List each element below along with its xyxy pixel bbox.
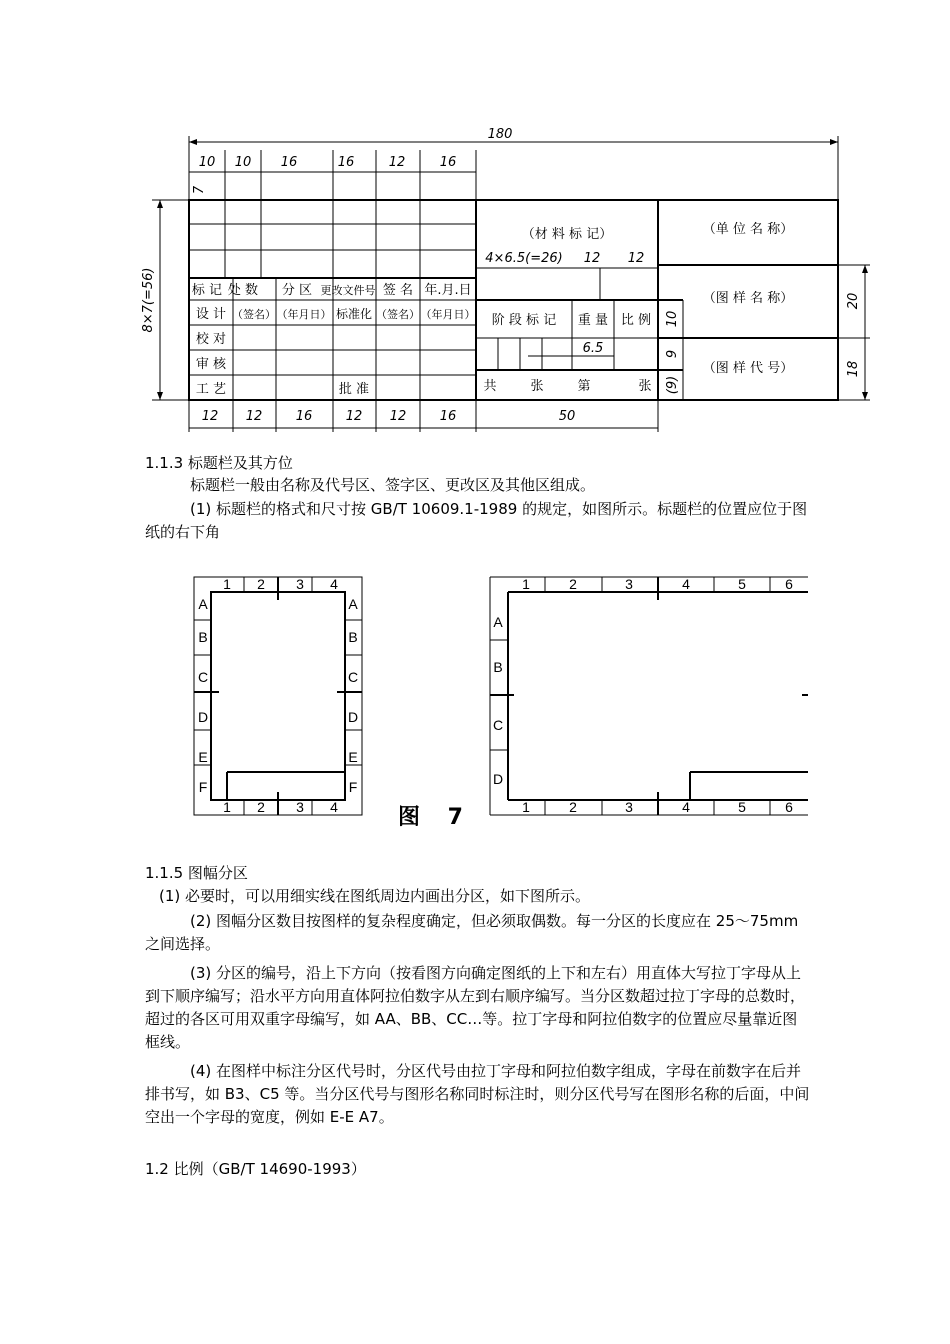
hdr-sign: 签 名	[382, 283, 414, 298]
dim-top-4: 16	[337, 155, 355, 170]
fig7-right-col-4-bottom: 4	[682, 799, 690, 815]
dim-bottom-4: 12	[345, 409, 363, 424]
standardize-label: 标准化	[335, 307, 373, 321]
scale-label: 比 例	[620, 313, 652, 328]
section-115-heading: 1.1.5 图幅分区	[145, 864, 248, 882]
fig7-right-col-3-bottom: 3	[625, 799, 633, 815]
fig7-right-col-5-bottom: 5	[738, 799, 746, 815]
section-115-p2: (2) 图幅分区数目按图样的复杂程度确定，但必须取偶数。每一分区的长度应在 25～75mm 之间选择。	[145, 912, 799, 953]
drawing-code: （图 样 代 号）	[702, 361, 794, 376]
dim-sub: 6.5	[582, 341, 604, 356]
fig7-left-row-c-r: C	[347, 669, 359, 685]
design-date: （年月日）	[276, 308, 332, 321]
sheet-no: 第	[577, 379, 591, 394]
section-113-heading: 1.1.3 标题栏及其方位	[145, 454, 293, 472]
fig7-right-col-6-top: 6	[785, 576, 793, 592]
fig7-left-col-1-top: 1	[223, 576, 231, 592]
material-dim-1: 4×6.5(=26)	[485, 251, 563, 266]
dim-right-2: 18	[846, 360, 861, 378]
sheet-total: 共	[483, 379, 497, 394]
section-115-p4: (4) 在图样中标注分区代号时，分区代号由拉丁字母和阿拉伯数字组成，字母在前数字在后并排书写，如 B3、C5 等。当分区代号与图形名称同时标注时，则分区代号写在图形名称的后面，中间空出一个字母的宽度，例如 E-E A7。	[145, 1062, 810, 1126]
section-115-p3: (3) 分区的编号，沿上下方向（按看图方向确定图纸的上下和左右）用直体大写拉丁字母从上到下顺序编写；沿水平方向用直体阿拉伯数字从左到右顺序编写。当分区数超过拉丁字母的总数时，超过的各区可用双重字母编写，如 AA、BB、CC…等。拉丁字母和阿拉伯数字的位置应尽量靠近图框线。	[145, 964, 806, 1051]
fig7-right-row-b: B	[493, 659, 503, 675]
title-block-drawing	[0, 0, 950, 440]
fig7-left-col-3-bottom: 3	[296, 799, 304, 815]
sheet-unit-2: 张	[638, 379, 652, 394]
standardize-sign: （签名）	[376, 308, 420, 321]
fig7-left-row-a-r: A	[348, 596, 358, 612]
design-sign: （签名）	[232, 308, 276, 321]
dim-mid-2: 9	[665, 349, 680, 359]
hdr-date: 年.月.日	[424, 283, 472, 298]
fig7-right-row-a: A	[493, 614, 503, 630]
fig7-left-col-1-bottom: 1	[223, 799, 231, 815]
dim-bottom-3: 16	[295, 409, 313, 424]
hdr-mark: 标 记	[191, 283, 223, 298]
fig7-right-col-5-top: 5	[738, 576, 746, 592]
fig7-left-row-a-l: A	[198, 596, 208, 612]
fig7-right-col-2-top: 2	[569, 576, 577, 592]
sheet-unit-1: 张	[530, 379, 544, 394]
section-115-p1: (1) 必要时，可以用细实线在图纸周边内画出分区，如下图所示。	[159, 887, 591, 905]
material-mark: （材 料 标 记）	[521, 227, 613, 242]
figure7-zones	[0, 570, 950, 830]
fig7-left-row-e-r: E	[348, 749, 358, 765]
fig7-right-col-4-top: 4	[682, 576, 690, 592]
figure7-label: 图 7	[398, 805, 473, 830]
fig7-left-col-4-top: 4	[330, 576, 338, 592]
dim-bottom-5: 12	[389, 409, 407, 424]
dim-row-height: 7	[192, 185, 207, 195]
section-113-p1: 标题栏一般由名称及代号区、签字区、更改区及其他区组成。	[190, 476, 596, 494]
fig7-right-row-d: D	[492, 771, 504, 787]
fig7-left-row-f-r: F	[348, 779, 358, 795]
fig7-right-col-1-top: 1	[522, 576, 530, 592]
fig7-left-row-b-l: B	[198, 629, 208, 645]
dim-top-3: 16	[280, 155, 298, 170]
dim-right-1: 20	[846, 292, 861, 310]
fig7-left-col-3-top: 3	[296, 576, 304, 592]
fig7-left-col-2-top: 2	[257, 576, 265, 592]
fig7-left-row-d-r: D	[347, 709, 359, 725]
fig7-left-row-e-l: E	[198, 749, 208, 765]
standardize-date: （年月日）	[420, 308, 476, 321]
dim-mid-1: 10	[665, 310, 680, 328]
unit-name: （单 位 名 称）	[702, 222, 794, 237]
dim-left-total: 8×7(=56)	[141, 267, 156, 333]
dim-bottom-6: 16	[439, 409, 457, 424]
dim-top-6: 16	[439, 155, 457, 170]
process-label: 工 艺	[195, 382, 227, 397]
fig7-right-row-c: C	[492, 717, 504, 733]
fig7-left-row-c-l: C	[197, 669, 209, 685]
hdr-zone: 分 区	[281, 283, 313, 298]
weight-label: 重 量	[577, 313, 609, 328]
section-113-p2: (1) 标题栏的格式和尺寸按 GB/T 10609.1-1989 的规定，如图所示。标题栏的位置应位于图纸的右下角	[145, 500, 808, 541]
fig7-right-col-3-top: 3	[625, 576, 633, 592]
material-dim-2: 12	[583, 251, 601, 266]
dim-top-1: 10	[198, 155, 216, 170]
design-label: 设 计	[195, 307, 227, 322]
dim-total-width: 180	[487, 127, 513, 142]
approve-label: 批 准	[338, 382, 370, 397]
hdr-count: 处 数	[227, 283, 259, 298]
dim-bottom-1: 12	[201, 409, 219, 424]
dim-bottom-7: 50	[558, 409, 576, 424]
fig7-right-col-2-bottom: 2	[569, 799, 577, 815]
fig7-left-row-b-r: B	[348, 629, 358, 645]
review-label: 审 核	[195, 357, 227, 372]
section-12-heading: 1.2 比例（GB/T 14690-1993）	[145, 1160, 366, 1178]
stage-mark: 阶 段 标 记	[491, 313, 557, 328]
dim-top-5: 12	[388, 155, 406, 170]
fig7-left-row-d-l: D	[197, 709, 209, 725]
fig7-right-col-6-bottom: 6	[785, 799, 793, 815]
dim-bottom-2: 12	[245, 409, 263, 424]
fig7-left-row-f-l: F	[198, 779, 208, 795]
fig7-left-col-2-bottom: 2	[257, 799, 265, 815]
dim-mid-3: (9)	[665, 375, 680, 395]
hdr-change-doc: 更改文件号	[320, 284, 376, 297]
drawing-name: （图 样 名 称）	[702, 291, 794, 306]
material-dim-3: 12	[627, 251, 645, 266]
dim-top-2: 10	[234, 155, 252, 170]
fig7-right-col-1-bottom: 1	[522, 799, 530, 815]
check-label: 校 对	[195, 332, 227, 347]
fig7-left-col-4-bottom: 4	[330, 799, 338, 815]
